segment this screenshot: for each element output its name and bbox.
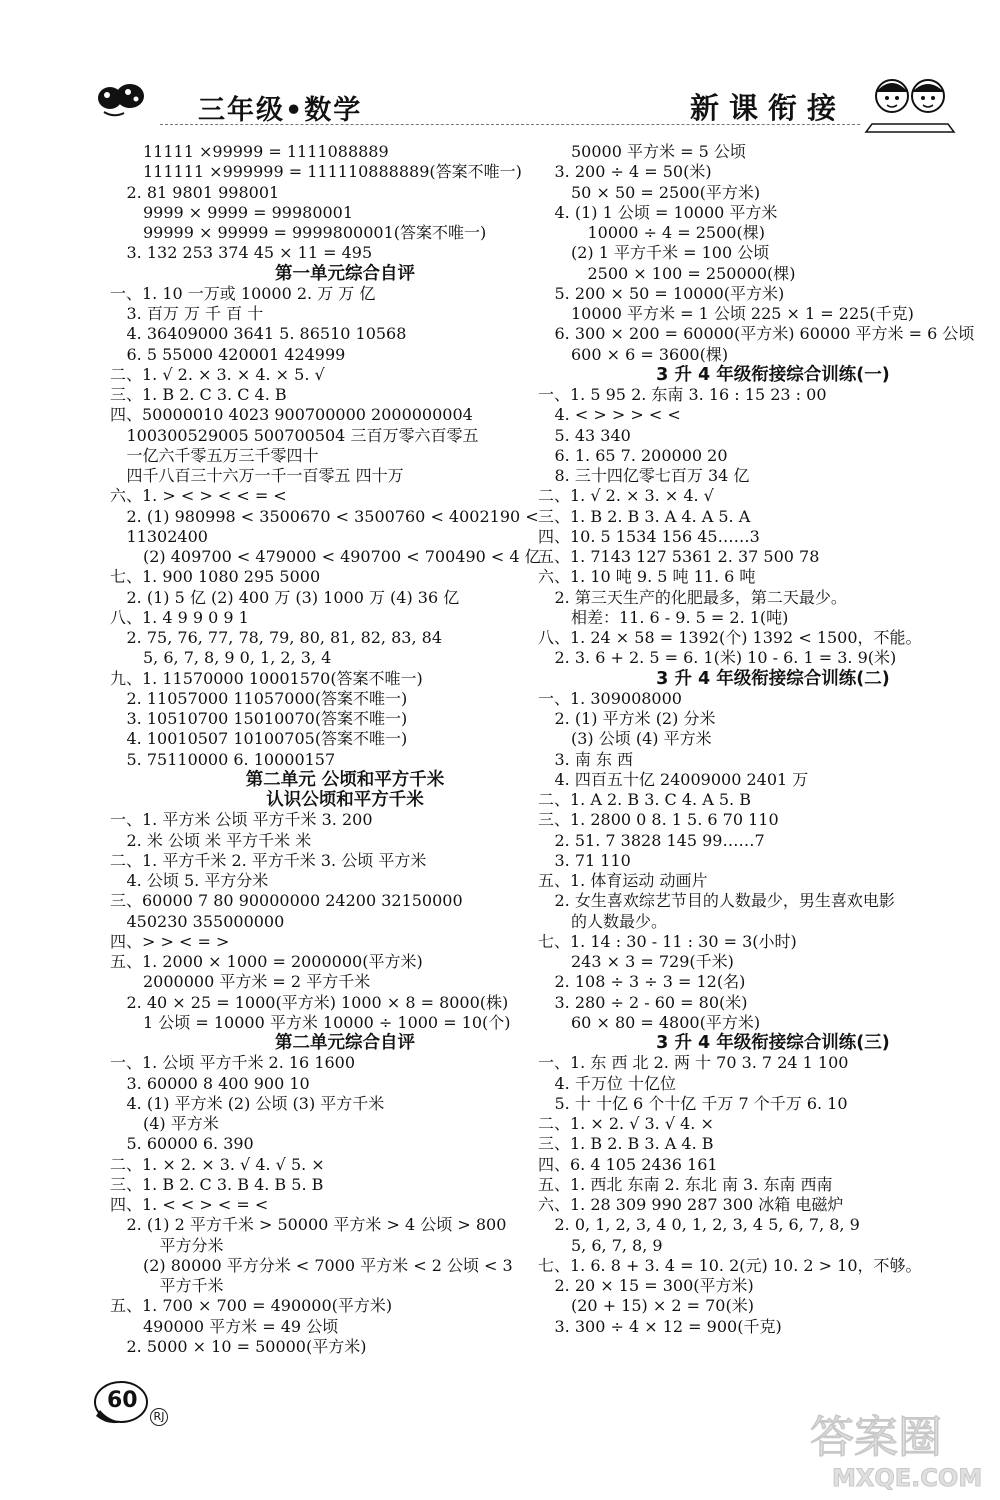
right-answer-column <box>538 142 1000 1337</box>
answer-line: 243 × 3 = 729(千米) <box>571 952 734 971</box>
answer-line: 九、1. 11570000 10001570(答案不唯一) <box>110 668 423 688</box>
answer-line: 3. 60000 8 400 900 10 <box>126 1073 310 1093</box>
answer-line: 2. 第三天生产的化肥最多，第二天最少。 <box>554 587 847 607</box>
answer-line: 七、1. 6. 8 + 3. 4 = 10. 2(元) 10. 2 > 10，不够。 <box>538 1255 922 1275</box>
answer-line: 二、1. √ 2. × 3. × 4. √ <box>538 486 714 506</box>
answer-line: 5. 43 340 <box>554 425 631 445</box>
header-divider <box>160 124 860 125</box>
answer-line: 五、1. 700 × 700 = 490000(平方米) <box>110 1296 393 1316</box>
answer-line: 50000 平方米 = 5 公顷 <box>571 142 746 161</box>
answer-line: 一、1. 10 一万或 10000 2. 万 万 亿 <box>110 283 376 303</box>
series-title: 新课衔接 <box>690 91 847 125</box>
answer-line: 3. 百万 万 千 百 十 <box>126 304 264 323</box>
answer-line: 2. 11057000 11057000(答案不唯一) <box>126 688 408 708</box>
answer-line: 4. 千万位 十亿位 <box>554 1073 676 1093</box>
answer-line: 5, 6, 7, 8, 9 0, 1, 2, 3, 4 <box>143 648 332 668</box>
answer-line: 2. 3. 6 + 2. 5 = 6. 1(米) 10 - 6. 1 = 3. 9(米) <box>554 648 897 668</box>
answer-line: 二、1. A 2. B 3. C 4. A 5. B <box>538 790 751 809</box>
answer-line: 3. 300 ÷ 4 × 12 = 900(千克) <box>554 1316 782 1336</box>
answer-line: 4. 10010507 10100705(答案不唯一) <box>126 729 408 749</box>
answer-line: 一亿六千零五万三千零四十 <box>126 445 319 465</box>
section-heading: 第二单元综合自评 <box>275 1033 415 1053</box>
answer-line: 490000 平方米 = 49 公顷 <box>143 1316 339 1336</box>
answer-line: (2) 1 平方千米 = 100 公顷 <box>571 243 770 263</box>
section-heading: 第二单元 公顷和平方千米 <box>245 769 445 790</box>
answer-line: 六、1. 28 309 990 287 300 冰箱 电磁炉 <box>538 1195 844 1214</box>
answer-line: 3. 71 110 <box>554 850 631 870</box>
page-number: 60 <box>107 1388 138 1413</box>
answer-line: 2. (1) 2 平方千米 > 50000 平方米 > 4 公顷 > 800 <box>126 1215 507 1235</box>
answer-line: (3) 公顷 (4) 平方米 <box>571 729 712 749</box>
answer-line: 三、1. B 2. C 3. C 4. B <box>110 385 287 404</box>
answer-line: 七、1. 900 1080 295 5000 <box>110 567 321 587</box>
answer-line: 四、> > < = > <box>110 931 230 951</box>
answer-line: 一、1. 东 西 北 2. 两 十 70 3. 7 24 1 100 <box>538 1053 849 1073</box>
answer-line: 二、1. √ 2. × 3. × 4. × 5. √ <box>110 364 325 384</box>
grade-subject-title: 三年级•数学 <box>198 95 363 126</box>
answer-line: 五、1. 体育运动 动画片 <box>538 871 708 890</box>
answer-line: (2) 409700 < 479000 < 490700 < 700490 < 4 亿 <box>143 547 541 566</box>
answer-line: 60 × 80 = 4800(平方米) <box>571 1012 761 1032</box>
answer-line: 2000000 平方米 = 2 平方千米 <box>143 972 371 992</box>
answer-line: 一、1. 公顷 平方千米 2. 16 1600 <box>110 1053 356 1073</box>
answer-line: 3. 南 东 西 <box>554 749 634 769</box>
answer-line: 三、1. B 2. B 3. A 4. A 5. A <box>538 506 751 526</box>
section-heading: 认识公顷和平方千米 <box>266 790 424 810</box>
answer-line: (20 + 15) × 2 = 70(米) <box>571 1296 754 1316</box>
answer-line: 2. (1) 平方米 (2) 分米 <box>554 709 716 728</box>
answer-line: 2. 51. 7 3828 145 99……7 <box>554 830 765 850</box>
watermark-logo <box>802 1400 992 1495</box>
answer-line: 100300529005 500700504 三百万零六百零五 <box>126 425 479 445</box>
answer-line: (2) 80000 平方分米 < 7000 平方米 < 2 公顷 < 3 <box>143 1255 513 1275</box>
answer-line: 的人数最少。 <box>571 911 668 931</box>
answer-line: 3. 10510700 15010070(答案不唯一) <box>126 709 408 728</box>
answer-line: 三、1. B 2. B 3. A 4. B <box>538 1134 714 1154</box>
answer-line: 4. 公顷 5. 平方分米 <box>126 871 269 890</box>
answer-line: 2. 女生喜欢综艺节目的人数最少，男生喜欢电影 <box>554 891 895 911</box>
answer-line: (4) 平方米 <box>143 1114 219 1133</box>
answer-line: 平方千米 <box>159 1276 224 1295</box>
answer-line: 六、1. 10 吨 9. 5 吨 11. 6 吨 <box>538 567 756 587</box>
section-heading: 第一单元综合自评 <box>275 263 415 284</box>
answer-line: 2500 × 100 = 250000(棵) <box>587 263 796 283</box>
answer-line: 3. 280 ÷ 2 - 60 = 80(米) <box>554 992 748 1012</box>
answer-line: 111111 ×999999 = 111110888889(答案不唯一) <box>143 162 522 182</box>
answer-line: 4. 36409000 3641 5. 86510 10568 <box>126 324 407 344</box>
answer-line: 五、1. 7143 127 5361 2. 37 500 78 <box>538 547 820 566</box>
answer-line: 99999 × 99999 = 9999800001(答案不唯一) <box>143 223 487 242</box>
watermark-line2: MXQE.COM <box>832 1464 983 1492</box>
answer-line: 5. 200 × 50 = 10000(平方米) <box>554 283 785 303</box>
answer-line: 五、1. 西北 东南 2. 东北 南 3. 东南 西南 <box>538 1174 833 1194</box>
children-illustration-icon <box>862 74 958 134</box>
answer-line: 五、1. 2000 × 1000 = 2000000(平方米) <box>110 952 423 971</box>
page-header <box>0 0 1000 140</box>
answer-line: 4. 四百五十亿 24009000 2401 万 <box>554 769 809 789</box>
answer-line: 5. 十 十亿 6 个十亿 千万 7 个千万 6. 10 <box>554 1093 848 1113</box>
answer-line: 相差：11. 6 - 9. 5 = 2. 1(吨) <box>571 607 789 627</box>
answer-line: 一、1. 5 95 2. 东南 3. 16 : 15 23 : 00 <box>538 385 827 404</box>
answer-line: 11111 ×99999 = 1111088889 <box>143 142 389 161</box>
answer-line: 四、6. 4 105 2436 161 <box>538 1154 718 1174</box>
answer-line: 2. 108 ÷ 3 ÷ 3 = 12(名) <box>554 972 746 992</box>
answer-line: 四、1. < < > < = < <box>110 1195 269 1214</box>
section-heading: 3 升 4 年级衔接综合训练(三) <box>656 1033 890 1053</box>
answer-line: 一、1. 309008000 <box>538 688 682 708</box>
answer-line: 平方分米 <box>159 1235 224 1255</box>
answer-line: 八、1. 4 9 9 0 9 1 <box>110 607 249 627</box>
left-answer-column <box>110 142 580 1357</box>
answer-line: 2. (1) 980998 < 3500670 < 3500760 < 4002190 < <box>126 506 539 526</box>
answer-line: 4. (1) 1 公顷 = 10000 平方米 <box>554 202 778 222</box>
answer-line: 6. 5 55000 420001 424999 <box>126 344 346 364</box>
answer-line: 2. 40 × 25 = 1000(平方米) 1000 × 8 = 8000(株) <box>126 992 509 1012</box>
answer-line: 10000 平方米 = 1 公顷 225 × 1 = 225(千克) <box>571 304 914 323</box>
answer-line: 2. 75, 76, 77, 78, 79, 80, 81, 82, 83, 84 <box>126 628 442 647</box>
answer-line: 3. 200 ÷ 4 = 50(米) <box>554 162 712 182</box>
answer-line: 9999 × 9999 = 99980001 <box>143 202 354 222</box>
answer-line: 50 × 50 = 2500(平方米) <box>571 182 761 202</box>
answer-line: 八、1. 24 × 58 = 1392(个) 1392 < 1500，不能。 <box>538 628 922 647</box>
edition-mark: RJ <box>150 1408 168 1426</box>
answer-line: 三、1. 2800 0 8. 1 5. 6 70 110 <box>538 810 779 830</box>
answer-line: 一、1. 平方米 公顷 平方千米 3. 200 <box>110 810 373 830</box>
answer-line: 10000 ÷ 4 = 2500(棵) <box>587 223 765 242</box>
answer-line: 3. 132 253 374 45 × 11 = 495 <box>126 243 373 263</box>
answer-line: 6. 1. 65 7. 200000 20 <box>554 445 728 465</box>
answer-line: 2. 米 公顷 米 平方千米 米 <box>126 830 312 850</box>
answer-line: 六、1. > < > < < = < <box>110 486 287 506</box>
answer-line: 2. (1) 5 亿 (2) 400 万 (3) 1000 万 (4) 36 亿 <box>126 587 460 607</box>
answer-line: 四、10. 5 1534 156 45……3 <box>538 526 760 546</box>
answer-line: 5. 75110000 6. 10000157 <box>126 749 336 769</box>
section-heading: 3 升 4 年级衔接综合训练(二) <box>656 668 890 689</box>
answer-line: 三、1. B 2. C 3. B 4. B 5. B <box>110 1174 324 1194</box>
answer-line: 二、1. 平方千米 2. 平方千米 3. 公顷 平方米 <box>110 850 427 870</box>
ladybug-logo-icon <box>92 80 152 120</box>
answer-line: 四千八百三十六万一千一百零五 四十万 <box>126 466 404 485</box>
answer-line: 5, 6, 7, 8, 9 <box>571 1235 663 1255</box>
answer-line: 5. 60000 6. 390 <box>126 1134 254 1154</box>
watermark-line1: 答案圈 <box>810 1412 942 1463</box>
answer-line: 2. 5000 × 10 = 50000(平方米) <box>126 1336 367 1356</box>
answer-line: 三、60000 7 80 90000000 24200 32150000 <box>110 891 463 911</box>
answer-line: 二、1. × 2. × 3. √ 4. √ 5. × <box>110 1154 325 1174</box>
answer-line: 4. (1) 平方米 (2) 公顷 (3) 平方千米 <box>126 1093 385 1113</box>
answer-line: 11302400 <box>126 526 208 546</box>
answer-line: 七、1. 14 : 30 - 11 : 30 = 3(小时) <box>538 931 797 951</box>
answer-line: 2. 0, 1, 2, 3, 4 0, 1, 2, 3, 4 5, 6, 7, 8, 9 <box>554 1215 860 1235</box>
answer-line: 8. 三十四亿零七百万 34 亿 <box>554 466 750 485</box>
answer-line: 四、50000010 4023 900700000 2000000004 <box>110 405 473 425</box>
answer-line: 4. < > > > < < <box>554 405 681 425</box>
answer-line: 450230 355000000 <box>126 911 285 931</box>
section-heading: 3 升 4 年级衔接综合训练(一) <box>656 364 890 385</box>
answer-line: 6. 300 × 200 = 60000(平方米) 60000 平方米 = 6 公顷 <box>554 324 975 344</box>
answer-line: 1 公顷 = 10000 平方米 10000 ÷ 1000 = 10(个) <box>143 1012 511 1032</box>
answer-line: 600 × 6 = 3600(棵) <box>571 344 729 364</box>
answer-line: 2. 20 × 15 = 300(平方米) <box>554 1276 754 1295</box>
answer-line: 二、1. × 2. √ 3. √ 4. × <box>538 1114 714 1133</box>
answer-line: 2. 81 9801 998001 <box>126 182 280 202</box>
